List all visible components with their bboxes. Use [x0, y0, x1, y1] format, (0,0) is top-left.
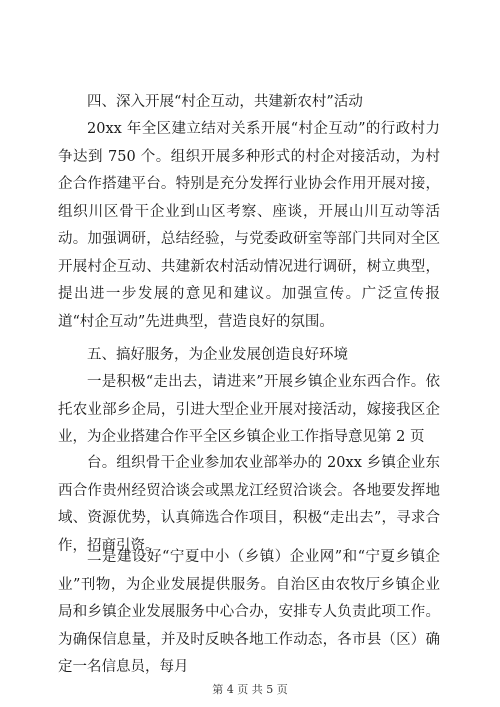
- section-5-paragraph-2: 台。组织骨干企业参加农业部举办的 20xx 乡镇企业东西合作贵州经贸洽谈会或黑龙江经贸洽谈会。各地要发挥地域、资源优势，认真筛选合作项目，积极“走出去”，寻求合作，招商引资。: [58, 455, 440, 554]
- section-4-heading: 四、深入开展“村企互动，共建新农村”活动: [87, 94, 363, 110]
- section-5-paragraph-3: 二是建设好“宁夏中小（乡镇）企业网”和“宁夏乡镇企业”刊物，为企业发展提供服务。自治区由农牧厅乡镇企业局和乡镇企业发展服务中心合办，安排专人负责此项工作。为确保信息量，并及时反映各地工作动态，各市县（区）确定一名信息员，每月: [58, 549, 440, 675]
- section-4-body: 20xx 年全区建立结对关系开展“村企互动”的行政村力争达到 750 个。组织开展多种形式的村企对接活动，为村企合作搭建平台。特别是充分发挥行业协会作用开展对接，组织川区骨干企业到山区考察、座谈，开展山川互动等活动。加强调研，总结经验，与党委政研室等部门共同对全区开展村企互动、共建新农村活动情况进行调研，树立典型，提出进一步发展的意见和建议。加强宣传。广泛宣传报道“村企互动”先进典型，营造良好的氛围。: [58, 121, 440, 330]
- section-5-heading: 五、搞好服务，为企业发展创造良好环境: [87, 347, 348, 363]
- page-number-footer: 第 4 页 共 5 页: [212, 683, 288, 696]
- section-5-paragraph-1: 一是积极“走出去，请进来”开展乡镇企业东西合作。依托农业部乡企局，引进大型企业开展对接活动，嫁接我区企业，为企业搭建合作平全区乡镇企业工作指导意见第 2 页: [58, 374, 440, 445]
